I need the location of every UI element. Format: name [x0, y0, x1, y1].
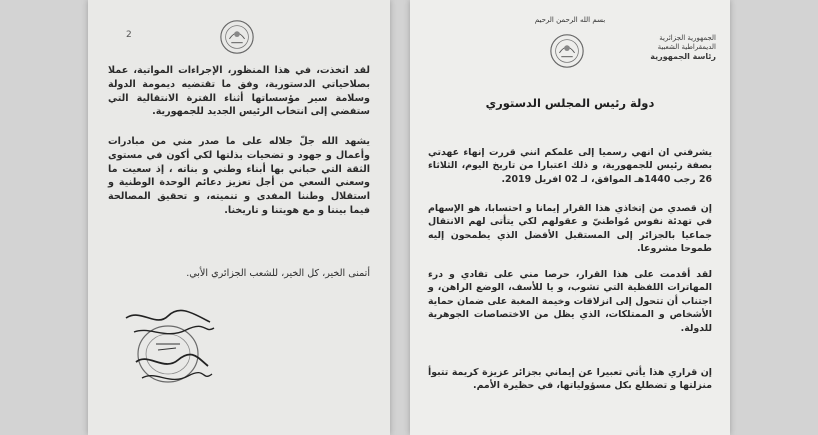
paragraph: لقد أقدمت على هذا القرار، حرصا مني على تفادي و درء المهاترات اللفظية التي تشوب، و يا للأسف، الوضع الراهن، و اجتناب أن تتحول إلى انزلاقات وخيمة المغبة على ضمان حماية الأشخاص و الممتلكات، الذي يظل من الاختصاصات الجوهرية للدولة. [428, 269, 712, 334]
signature-stamp [106, 300, 226, 400]
letterhead-line: رئاسة الجمهورية [650, 52, 716, 61]
national-emblem-icon [218, 18, 256, 56]
basmala: بسم الله الرحمن الرحيم [534, 16, 606, 24]
letter-page-1 [410, 0, 730, 435]
letterhead [630, 34, 716, 61]
letter-page-2 [88, 0, 390, 435]
letterhead-line: الجمهورية الجزائرية الديمقراطية الشعبية [657, 34, 716, 51]
paragraph: إن قصدي من إتخاذي هذا القرار إيمانا و احتسابا، هو الإسهام في تهدئة نفوس مُواطنيّ و عقولهم لكي يتأتى لهم الانتقال جماعيا بالجزائر إلى المستقبل الأفضل الذي يطمحون إليه طموحا مشروعا. [428, 203, 712, 255]
closing-line: أتمنى الخير، كل الخير، للشعب الجزائري الأبي. [186, 268, 370, 279]
national-emblem-icon [548, 32, 586, 70]
letter-title: دولة رئيس المجلس الدستوري [485, 96, 655, 110]
paragraph: يشرفني ان انهي رسميا إلى علمكم انني قررت إنهاء عهدتي بصفة رئيس للجمهورية، و ذلك اعتبارا من تاريخ اليوم، الثلاثاء 26 رجب 1440هـ الموافق، لـ 02 افريل 2019. [428, 147, 712, 185]
paragraph: إن قراري هذا يأتي تعبيرا عن إيماني بجزائر عزيزة كريمة تتبوأ منزلتها و تضطلع بكل مسؤولياتها، في حظيرة الأمم. [428, 367, 712, 392]
paragraph: يشهد الله جلّ جلاله على ما صدر مني من مبادرات وأعمال و جهود و تضحيات بذلتها لكي أكون في مستوى الثقة التي حباني بها أبناء وطني و بناته ، إذ سعيت ما وسعني السعي من أجل تعزيز دعائم الوحدة الوطنية و استقلال وطننا المفدى و تنميته، و تحقيق المصالحة فيما بيننا و مع هويتنا و تاريخنا. [108, 136, 370, 216]
paragraph: لقد اتخذت، في هذا المنظور، الإجراءات المواتية، عملا بصلاحياتي الدستورية، وفق ما تقتضيه ديمومة الدولة وسلامة سير مؤسساتها أثناء الفترة الانتقالية التي ستفضي إلى انتخاب الرئيس الجديد للجمهورية. [108, 65, 370, 118]
page-number: 2 [126, 30, 132, 40]
